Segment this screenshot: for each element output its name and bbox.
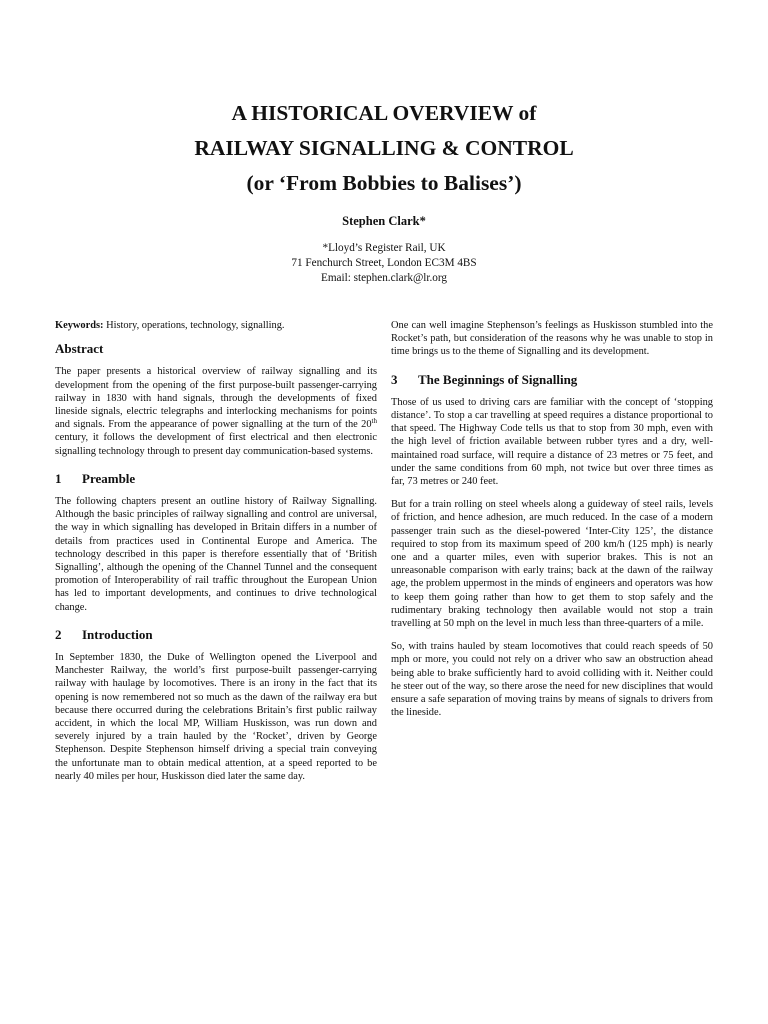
affiliation-org: *Lloyd’s Register Rail, UK bbox=[322, 242, 446, 254]
author-name: Stephen Clark* bbox=[342, 214, 426, 228]
section-3-title: The Beginnings of Signalling bbox=[418, 371, 578, 387]
beginnings-paragraph-3: So, with trains hauled by steam locomotives that could reach speeds of 50 mph or more, you could not rely on a driver who saw an obstruction ahead being able to brake sufficiently hard to avoid colliding with it. Neither could he steer out of the way, so there arose the need for new disciplines that would ensure a safe separation of moving trains by means of signals to drivers from the lineside. bbox=[391, 641, 713, 719]
section-2-heading bbox=[55, 628, 377, 641]
keywords bbox=[55, 319, 377, 332]
section-3-number: 3 bbox=[391, 371, 398, 387]
abstract-text-part-2: century, it follows the development of first electrical and then electronic signalling technology through to present day communication-based systems. bbox=[55, 432, 377, 457]
affiliation-address: 71 Fenchurch Street, London EC3M 4BS bbox=[291, 257, 477, 269]
title-line-3: (or ‘From Bobbies to Balises’) bbox=[246, 171, 522, 195]
right-column bbox=[391, 319, 713, 729]
author-affiliation bbox=[0, 241, 768, 286]
keywords-label: Keywords: bbox=[55, 320, 104, 331]
affiliation-email: Email: stephen.clark@lr.org bbox=[321, 272, 447, 284]
beginnings-paragraph-1: Those of us used to driving cars are familiar with the concept of ‘stopping distance’. To stop a car travelling at speed requires a distance proportional to that speed. The Highway Code tells us that to stop from 30 mph, even with the high level of friction available between rubber tyres and a dry, well-maintained road surface, will require a distance of 23 metres or 75 feet, and under the same conditions from 60 mph, not twice but over three times as far, 73 metres or 240 feet. bbox=[391, 396, 713, 488]
title-line-2: RAILWAY SIGNALLING & CONTROL bbox=[194, 136, 574, 160]
introduction-paragraph-1: In September 1830, the Duke of Wellington opened the Liverpool and Manchester Railway, the world’s first purpose-built passenger-carrying railway with haulage by locomotives. There is an irony in the fact that its opening is now remembered not so much as the dawn of the railway era but because there occurred during the celebrations Britain’s first public railway accident, in which the local MP, William Huskisson, was run down and severely injured by a train hauled by the ‘Rocket’, driven by George Stephenson. Despite Stephenson himself driving a special train conveying the unfortunate man to obtain medical attention, at a speed reported to be nearly 40 miles per hour, Huskisson died later the same day. bbox=[55, 652, 377, 782]
section-2-number: 2 bbox=[55, 626, 62, 642]
abstract-superscript: th bbox=[371, 417, 377, 426]
preamble-paragraph: The following chapters present an outline history of Railway Signalling. Although the basic principles of railway signalling and control are universal, the way in which signalling has developed in Britain differs in a number of details from practices used in Continental Europe and America. The technology described in this paper is therefore essentially that of ‘British Signalling’, although the opening of the Channel Tunnel and the consequent promotion of Interoperability of rail traffic throughout the European Union has led to important developments, and continues to drive technological change. bbox=[55, 496, 377, 613]
title-line-1: A HISTORICAL OVERVIEW of bbox=[231, 101, 537, 125]
abstract-text bbox=[55, 365, 377, 457]
section-3-heading bbox=[391, 373, 713, 386]
abstract-heading: Abstract bbox=[55, 341, 104, 357]
left-column bbox=[55, 319, 377, 793]
keywords-text: History, operations, technology, signalling. bbox=[103, 320, 285, 331]
introduction-paragraph-2: One can well imagine Stephenson’s feelings as Huskisson stumbled into the Rocket’s path, but consideration of the reasons why he was unable to stop in time brings us to the theme of Signalling and its development. bbox=[391, 320, 713, 358]
section-2-title: Introduction bbox=[82, 626, 153, 642]
section-1-title: Preamble bbox=[82, 470, 136, 486]
beginnings-paragraph-2: But for a train rolling on steel wheels along a guideway of steel rails, levels of friction, and hence adhesion, are much reduced. In the case of a modern passenger train such as the diesel-powered ‘Inter-City 125’, the distance required to stop from its maximum speed of 200 km/h (125 mph) is nearly one and a quarter miles, even with superior brakes. This is not an unreasonable comparison with early trains; back at the dawn of the railway age, the problem uppermost in the minds of engineers and operators was how to keep them going rather than how to get them to stop safely and the rudimentary braking technology then available would not stop a train travelling at 50 mph on the level in much less than three-quarters of a mile. bbox=[391, 499, 713, 630]
title-block bbox=[0, 96, 768, 286]
abstract-text-part-1: The paper presents a historical overview of railway signalling and its development from the opening of the first purpose-built passenger-carrying railway in 1830 with hand signals, through the developments of fixed lineside signals, electric telegraphs and interlocking mechanisms for points and signals. From the appearance of power signalling at the turn of the 20 bbox=[55, 366, 377, 431]
section-1-number: 1 bbox=[55, 470, 62, 486]
section-1-heading bbox=[55, 472, 377, 485]
